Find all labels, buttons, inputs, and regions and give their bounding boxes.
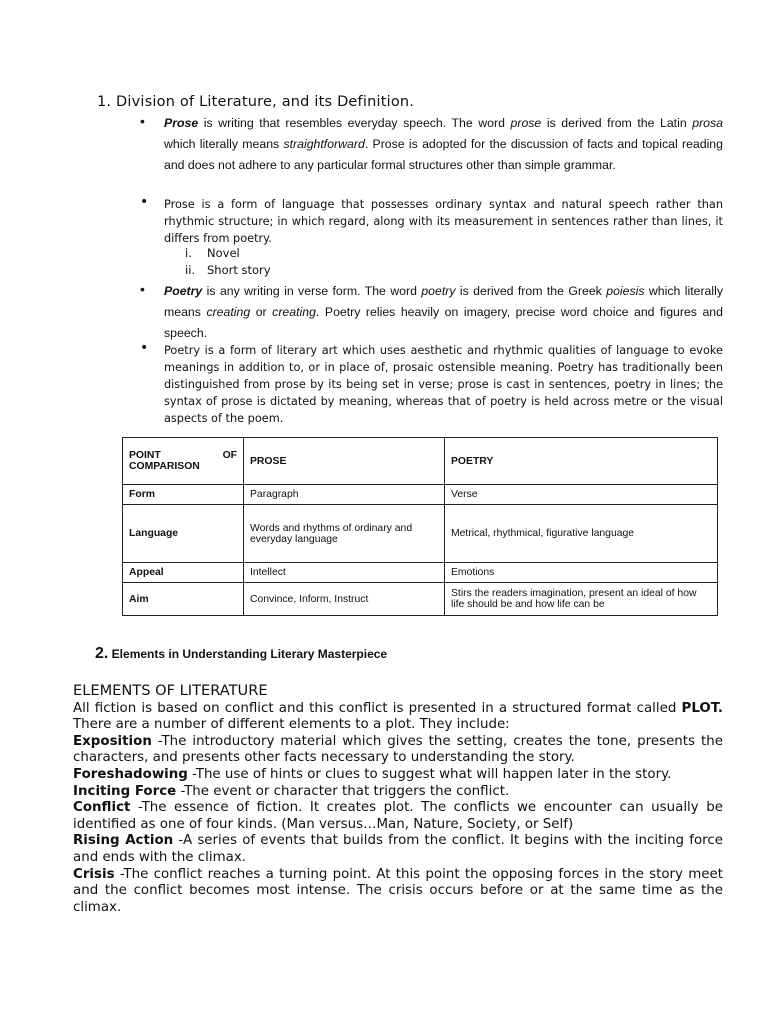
list-label: Short story xyxy=(207,263,271,277)
table-row xyxy=(123,505,718,563)
element-text: -The introductory material which gives the setting, creates the tone, presents the characters, and presents other facts necessary to understanding the story. xyxy=(73,733,723,766)
text-run: is writing that resembles everyday speech. The word xyxy=(198,116,511,130)
bullet-poetry-form xyxy=(140,342,723,427)
plot-term: PLOT. xyxy=(681,700,723,716)
section-2-heading xyxy=(95,645,387,663)
bullet-dot: • xyxy=(140,340,149,356)
element-rising-action xyxy=(73,833,723,866)
table-header-row xyxy=(123,438,718,485)
element-text: -The essence of fiction. It creates plot. The conflicts we encounter can usually be identified as one of four kinds. (Man versus…Man, Nature, Society, or Self) xyxy=(73,800,723,832)
table-row xyxy=(123,563,718,583)
text-run: or xyxy=(250,305,273,319)
text-run: which literally means xyxy=(164,284,723,319)
cell-poetry: Verse xyxy=(445,485,718,505)
bullet-dot: • xyxy=(140,113,145,129)
cell-point: Language xyxy=(123,505,244,563)
header-prose: PROSE xyxy=(244,438,445,485)
list-item-short-story xyxy=(185,263,271,277)
text-run: is derived from the Latin xyxy=(541,116,693,130)
cell-point: Aim xyxy=(123,583,244,616)
cell-prose: Paragraph xyxy=(244,485,445,505)
comparison-table xyxy=(122,437,718,616)
cell-prose: Intellect xyxy=(244,563,445,583)
list-number: i. xyxy=(185,246,192,260)
table-row xyxy=(123,485,718,505)
table-row xyxy=(123,583,718,616)
elements-intro xyxy=(73,701,723,734)
element-crisis xyxy=(73,867,723,917)
cell-poetry: Emotions xyxy=(445,563,718,583)
element-term: Rising Action xyxy=(73,833,174,849)
section-number: 2. xyxy=(95,645,109,662)
elements-title: ELEMENTS OF LITERATURE xyxy=(73,682,268,699)
bullet-poetry-definition xyxy=(140,281,723,344)
term: Prose xyxy=(164,116,199,130)
cell-point: Form xyxy=(123,485,244,505)
element-term: Crisis xyxy=(73,866,115,882)
list-number: ii. xyxy=(185,263,196,277)
term: poiesis xyxy=(606,284,645,298)
bullet-text xyxy=(164,281,723,344)
term: Poetry xyxy=(164,284,203,298)
element-foreshadowing xyxy=(73,767,723,784)
bullet-prose-definition xyxy=(140,113,723,176)
element-text: -The use of hints or clues to suggest what will happen later in the story. xyxy=(187,766,672,782)
section-title: Elements in Understanding Literary Masterpiece xyxy=(108,647,388,661)
text-run: There are a number of different elements to a plot. They include: xyxy=(73,717,510,733)
list-label: Novel xyxy=(207,246,240,260)
bullet-prose-form xyxy=(140,196,723,247)
element-inciting-force xyxy=(73,784,723,801)
cell-prose: Words and rhythms of ordinary and everyday language xyxy=(244,505,445,563)
bullet-text: Poetry is a form of literary art which uses aesthetic and rhythmic qualities of language to evoke meanings in addition to, or in place of, prosaic ostensible meaning. Poetry has traditionally been distinguished from prose by its being set in verse; prose is cast in sentences, poetry in lines; the syntax of prose is dictated by meaning, whereas that of poetry is held across metre or the visual aspects of the poem. xyxy=(164,344,723,425)
element-term: Conflict xyxy=(73,800,131,816)
header-text: POINT xyxy=(129,450,161,461)
header-poetry: POETRY xyxy=(445,438,718,485)
text-run: . Poetry relies heavily on imagery, precise word choice and figures and speech. xyxy=(164,305,723,340)
element-text: -A series of events that builds from the conflict. It begins with the inciting force and ends with the climax. xyxy=(73,833,723,865)
cell-point: Appeal xyxy=(123,563,244,583)
bullet-text: Prose is a form of language that possesses ordinary syntax and natural speech rather than rhythmic structure; in which regard, along with its measurement in sentences rather than lines, it differs from poetry. xyxy=(164,198,723,245)
element-text: -The event or character that triggers the conflict. xyxy=(176,783,510,799)
bullet-text xyxy=(164,113,723,176)
term: poetry xyxy=(421,284,456,298)
elements-of-literature xyxy=(73,683,723,916)
element-term: Exposition xyxy=(73,733,152,749)
term: prosa xyxy=(692,116,723,130)
header-text: OF xyxy=(222,450,237,461)
cell-prose: Convince, Inform, Instruct xyxy=(244,583,445,616)
element-term: Foreshadowing xyxy=(73,766,188,782)
cell-poetry: Stirs the readers imagination, present an ideal of how life should be and how life can be xyxy=(445,583,718,616)
element-exposition xyxy=(73,734,723,767)
bullet-dot: • xyxy=(140,281,145,297)
term: prose xyxy=(510,116,542,130)
element-term: Inciting Force xyxy=(73,783,177,799)
text-run: which literally means xyxy=(164,137,284,151)
list-item-novel xyxy=(185,246,240,260)
header-point-of-comparison xyxy=(123,438,244,485)
element-conflict xyxy=(73,800,723,833)
section-1-heading: 1. Division of Literature, and its Definition. xyxy=(97,94,415,110)
text-run: All fiction is based on conflict and this conflict is presented in a structured format called xyxy=(73,700,682,716)
text-run: is any writing in verse form. The word xyxy=(202,284,422,298)
text-run: . Prose is adopted for the discussion of facts and topical reading and does not adhere to any particular formal structures other than simple grammar. xyxy=(164,137,723,172)
term: straightforward xyxy=(283,137,365,151)
bullet-dot: • xyxy=(140,194,149,210)
header-text: COMPARISON xyxy=(129,461,200,472)
text-run: is derived from the Greek xyxy=(455,284,607,298)
term: creating xyxy=(206,305,251,319)
element-text: -The conflict reaches a turning point. At this point the opposing forces in the story meet and the conflict becomes most intense. The crisis occurs before or at the same time as the climax. xyxy=(73,866,723,915)
term: creating xyxy=(272,305,316,319)
cell-poetry: Metrical, rhythmical, figurative language xyxy=(445,505,718,563)
